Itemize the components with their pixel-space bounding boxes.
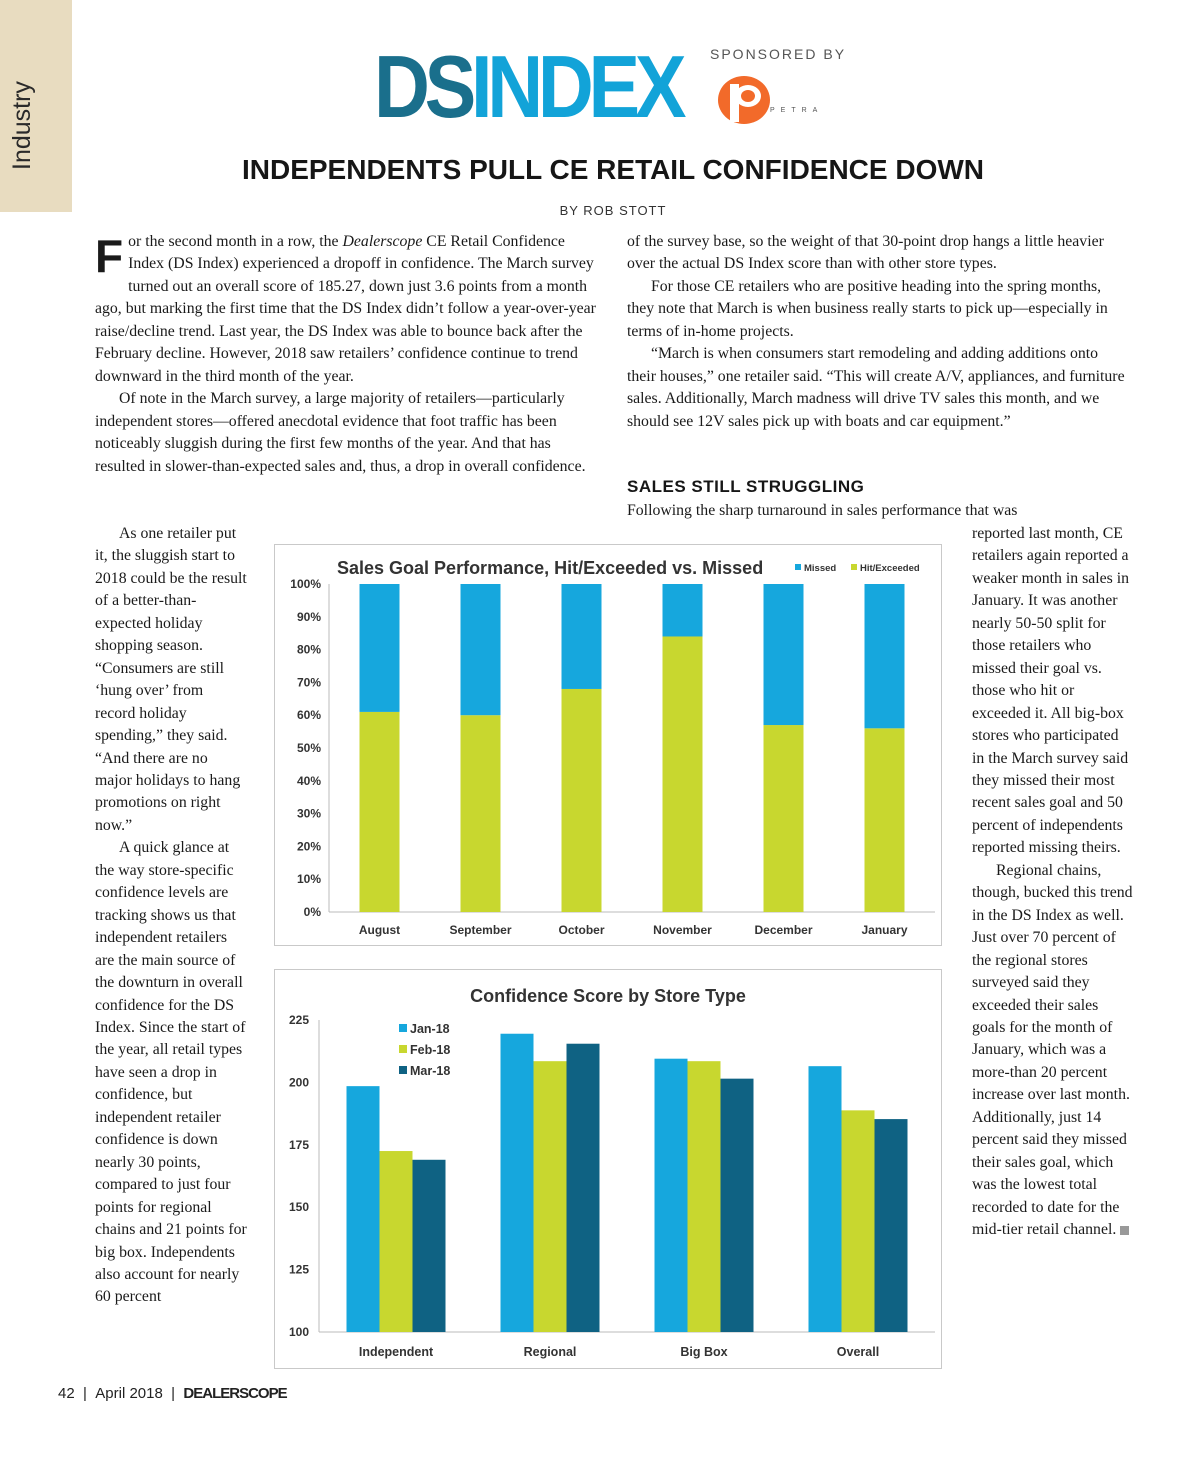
paragraph-7: “March is when consumers start remodeling and adding additions onto their houses,” one retailer said. “This will create A/V, appliances, and furniture sales. Additionally, March madness will drive TV sales this month, and we should see 12V sales pick up with boats and car equipment.”	[627, 345, 1125, 430]
bar-segment-missed	[461, 584, 501, 715]
bar-segment-missed	[562, 584, 602, 689]
y-tick-label: 80%	[296, 642, 321, 657]
x-tick-label: August	[358, 923, 401, 937]
sponsor-name: PETRA	[770, 107, 824, 114]
legend-swatch	[851, 564, 857, 570]
bar-segment-missed	[663, 584, 703, 636]
page-number: 42	[58, 1385, 75, 1402]
issue-date: April 2018	[95, 1385, 163, 1402]
legend-label: Feb-18	[410, 1043, 451, 1057]
article-column-right	[627, 231, 1127, 433]
bar-jan-18	[347, 1086, 380, 1332]
y-tick-label: 10%	[296, 872, 321, 887]
paragraph-9-text: Regional chains, though, bucked this trend in the DS Index as well. Just over 70 percent of the regional stores surveyed said they exceeded their sales goals for the month of January, which was a more-than 20 percent increase over last month. Additionally, just 14 percent said they missed their sales goal, which was the lowest total recorded to date for the mid-tier retail channel.	[972, 861, 1133, 1239]
y-tick-label: 30%	[296, 806, 321, 821]
bar-segment-hit-exceeded	[865, 728, 905, 912]
bar-segment-hit-exceeded	[461, 715, 501, 912]
y-tick-label: 40%	[296, 773, 321, 788]
paragraph-9	[972, 860, 1134, 1242]
p1-text-a: or the second month in a row, the	[128, 233, 343, 250]
article-byline: BY ROB STOTT	[559, 203, 667, 218]
bar-mar-18	[721, 1079, 754, 1332]
y-tick-label: 125	[288, 1262, 309, 1277]
sales-goal-chart-svg	[275, 545, 941, 945]
legend-label: Jan-18	[410, 1022, 450, 1036]
bar-jan-18	[809, 1066, 842, 1332]
x-tick-label: December	[754, 923, 813, 937]
drop-cap: F	[95, 230, 124, 282]
y-tick-label: 50%	[296, 741, 321, 755]
bar-feb-18	[380, 1151, 413, 1332]
y-tick-label: 100%	[290, 577, 321, 591]
paragraph-1	[95, 231, 603, 388]
paragraph-8-lead: Following the sharp turnaround in sales performance that was	[627, 502, 1018, 519]
paragraph-2: Of note in the March survey, a large majority of retailers—particularly independent stores—offered anecdotal evidence that foot traffic has been noticeably sluggish during the first few months of the year. And that has resulted in slower-than-expected sales and, thus, a drop in overall confidence.	[95, 390, 586, 475]
article-column-left-narrow	[95, 523, 247, 1309]
y-tick-label: 60%	[296, 708, 321, 723]
footer-brand: DEALERSCOPE	[183, 1385, 287, 1402]
section-subhead: SALES STILL STRUGGLING	[627, 477, 865, 496]
ds-index-logo	[374, 37, 682, 136]
bar-segment-hit-exceeded	[663, 636, 703, 912]
petra-logo-icon	[716, 74, 772, 126]
end-mark-icon	[1120, 1226, 1129, 1235]
y-tick-label: 175	[288, 1137, 309, 1152]
x-tick-label: January	[861, 923, 908, 937]
x-tick-label: Overall	[836, 1345, 880, 1359]
paragraph-8: reported last month, CE retailers again reported a weaker month in sales in January. It was another nearly 50-50 split for those retailers who missed their goal vs. those who hit or exceeded it. All big-box stores who participated in the March survey said they missed their most recent sales goal and 50 percent of independents reported missing theirs.	[972, 525, 1130, 857]
footer-separator: |	[83, 1385, 87, 1402]
logo-ds: DS	[374, 37, 472, 136]
article-column-right-narrow	[972, 523, 1134, 1242]
sponsored-by-label: SPONSORED BY	[710, 46, 847, 62]
paragraph-3: As one retailer put it, the sluggish start to 2018 could be the result of a better-than-expected holiday shopping season. “Consumers are still ‘hung over’ from record holiday spending,” they said. “And there are no major holidays to hang promotions on right now.”	[95, 525, 247, 834]
x-tick-label: October	[558, 923, 605, 937]
footer-separator: |	[171, 1385, 176, 1402]
publication-name: Dealerscope	[342, 233, 423, 250]
y-tick-label: 70%	[296, 675, 321, 690]
p1-text-b: CE Retail Confidence Index (DS Index) experienced a dropoff in confidence. The March survey turned out an overall score of 185.27, down just 3.6 points from a month ago, but marking the first time that the DS Index didn’t follow a year-over-year raise/decline trend. Last year, the DS Index was able to bounce back after the February decline. However, 2018 saw retailers’ confidence continue to trend downward in the third month of the year.	[95, 233, 596, 385]
bar-mar-18	[413, 1160, 446, 1332]
bar-jan-18	[501, 1034, 534, 1332]
bar-mar-18	[875, 1119, 908, 1332]
logo-index: INDEX	[471, 37, 682, 136]
legend-label: Mar-18	[410, 1064, 451, 1078]
paragraph-4: A quick glance at the way store-specific confidence levels are tracking shows us that independent retailers are the main source of the downturn in overall confidence for the DS Index. Since the start of the year, all retail types have seen a drop in confidence, but independent retailer confidence is down nearly 30 points, compared to just four points for regional chains and 21 points for big box. Independents also account for nearly 60 percent	[95, 839, 247, 1306]
chart-title: Sales Goal Performance, Hit/Exceeded vs. Missed	[337, 558, 764, 578]
bar-feb-18	[534, 1061, 567, 1332]
legend-label: Hit/Exceeded	[860, 563, 920, 574]
bar-segment-missed	[360, 584, 400, 712]
y-tick-label: 90%	[296, 609, 321, 624]
y-tick-label: 100	[288, 1325, 309, 1339]
article-column-left	[95, 231, 603, 478]
bar-segment-hit-exceeded	[764, 725, 804, 912]
x-tick-label: November	[653, 923, 712, 937]
bar-segment-missed	[865, 584, 905, 728]
y-tick-label: 20%	[296, 839, 321, 854]
x-tick-label: Big Box	[680, 1345, 728, 1359]
chart-title: Confidence Score by Store Type	[470, 986, 746, 1006]
legend-swatch	[399, 1066, 407, 1074]
y-tick-label: 225	[288, 1013, 309, 1027]
bar-segment-hit-exceeded	[562, 689, 602, 912]
legend-swatch	[795, 564, 801, 570]
paragraph-5: of the survey base, so the weight of that 30-point drop hangs a little heavier over the actual DS Index score than with other store types.	[627, 233, 1104, 273]
y-tick-label: 150	[288, 1200, 309, 1215]
page-footer	[58, 1385, 287, 1402]
x-tick-label: Regional	[523, 1345, 577, 1359]
paragraph-6: For those CE retailers who are positive heading into the spring months, they note that March is when business really starts to pick up—especially in terms of in-home projects.	[627, 277, 1108, 340]
legend-swatch	[399, 1024, 407, 1032]
x-tick-label: Independent	[358, 1345, 434, 1359]
legend-swatch	[399, 1045, 407, 1053]
bar-segment-missed	[764, 584, 804, 725]
legend-label: Missed	[804, 563, 837, 574]
bar-jan-18	[655, 1059, 688, 1332]
bar-feb-18	[842, 1110, 875, 1332]
y-tick-label: 200	[288, 1075, 309, 1090]
confidence-score-chart	[274, 969, 942, 1369]
bar-segment-hit-exceeded	[360, 712, 400, 912]
confidence-score-chart-svg	[275, 970, 941, 1368]
bar-feb-18	[688, 1061, 721, 1332]
article-headline: INDEPENDENTS PULL CE RETAIL CONFIDENCE DOWN	[241, 154, 985, 185]
section-tab-label: Industry	[8, 81, 36, 170]
bar-mar-18	[567, 1044, 600, 1332]
y-tick-label: 0%	[303, 905, 321, 919]
sales-goal-chart	[274, 544, 942, 946]
x-tick-label: September	[449, 923, 512, 937]
